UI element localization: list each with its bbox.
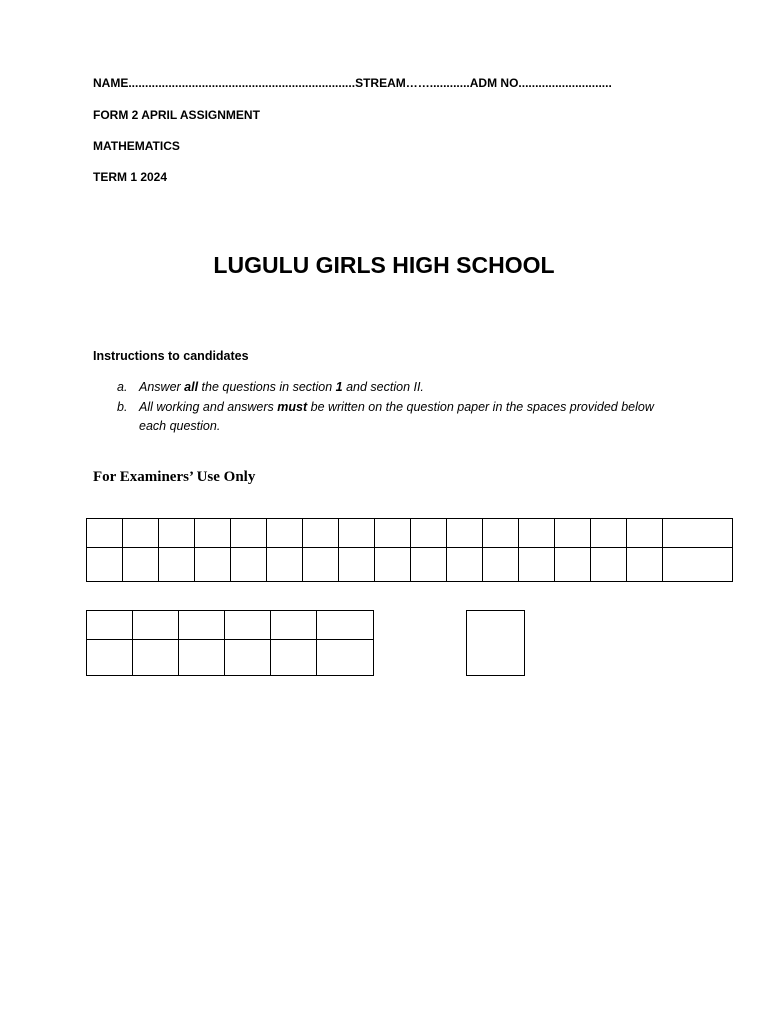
question-number-cell[interactable] bbox=[627, 519, 663, 548]
question-number-cell[interactable] bbox=[271, 611, 317, 640]
name-label: NAME bbox=[93, 76, 129, 90]
question-number-row bbox=[87, 519, 733, 548]
grand-total-box[interactable] bbox=[466, 610, 525, 676]
marks-cell[interactable] bbox=[267, 548, 303, 582]
question-number-cell[interactable] bbox=[303, 519, 339, 548]
marks-cell[interactable] bbox=[87, 548, 123, 582]
term-line: TERM 1 2024 bbox=[93, 170, 168, 184]
marks-cell[interactable] bbox=[133, 640, 179, 676]
instruction-marker: a. bbox=[117, 380, 128, 394]
score-table-section-2 bbox=[86, 610, 374, 676]
instruction-text: Answer bbox=[139, 380, 185, 394]
question-number-cell[interactable] bbox=[555, 519, 591, 548]
instruction-text: each question. bbox=[139, 418, 221, 433]
question-number-cell[interactable] bbox=[591, 519, 627, 548]
stream-field[interactable]: ……............ bbox=[405, 76, 470, 90]
question-number-cell[interactable] bbox=[339, 519, 375, 548]
name-line bbox=[93, 76, 612, 90]
marks-cell[interactable] bbox=[519, 548, 555, 582]
marks-cell[interactable] bbox=[591, 548, 627, 582]
instruction-text: be written on the question paper in the spaces provided below bbox=[307, 400, 654, 414]
question-number-cell[interactable] bbox=[375, 519, 411, 548]
score-table-section-1 bbox=[86, 518, 733, 582]
question-number-row bbox=[87, 611, 374, 640]
marks-cell[interactable] bbox=[179, 640, 225, 676]
question-number-cell[interactable] bbox=[231, 519, 267, 548]
question-number-cell[interactable] bbox=[87, 611, 133, 640]
marks-cell[interactable] bbox=[339, 548, 375, 582]
instruction-text: and section II. bbox=[342, 380, 424, 394]
examiners-use-heading: For Examiners’ Use Only bbox=[93, 469, 256, 485]
question-number-cell[interactable] bbox=[87, 519, 123, 548]
marks-cell[interactable] bbox=[271, 640, 317, 676]
question-number-cell[interactable] bbox=[411, 519, 447, 548]
question-number-cell[interactable] bbox=[225, 611, 271, 640]
marks-cell[interactable] bbox=[375, 548, 411, 582]
instructions-heading: Instructions to candidates bbox=[93, 349, 249, 363]
name-field[interactable]: .................................................................... bbox=[128, 76, 356, 90]
question-number-cell[interactable] bbox=[123, 519, 159, 548]
stream-label: STREAM bbox=[355, 76, 406, 90]
instruction-marker: b. bbox=[117, 400, 128, 414]
marks-cell[interactable] bbox=[87, 640, 133, 676]
marks-row bbox=[87, 548, 733, 582]
marks-cell[interactable] bbox=[411, 548, 447, 582]
instruction-text: All working and answers bbox=[139, 400, 278, 414]
instruction-emphasis: all bbox=[184, 380, 199, 394]
question-number-cell[interactable] bbox=[519, 519, 555, 548]
question-number-cell[interactable] bbox=[267, 519, 303, 548]
total-label-cell[interactable] bbox=[317, 611, 374, 640]
instruction-emphasis: 1 bbox=[335, 380, 343, 394]
school-title: LUGULU GIRLS HIGH SCHOOL bbox=[213, 252, 555, 278]
marks-row bbox=[87, 640, 374, 676]
marks-cell[interactable] bbox=[159, 548, 195, 582]
question-number-cell[interactable] bbox=[195, 519, 231, 548]
total-marks-cell[interactable] bbox=[317, 640, 374, 676]
marks-cell[interactable] bbox=[627, 548, 663, 582]
instruction-item-a bbox=[117, 380, 424, 394]
question-number-cell[interactable] bbox=[179, 611, 225, 640]
form-assignment-line: FORM 2 APRIL ASSIGNMENT bbox=[93, 108, 260, 122]
question-number-cell[interactable] bbox=[483, 519, 519, 548]
marks-cell[interactable] bbox=[225, 640, 271, 676]
marks-cell[interactable] bbox=[231, 548, 267, 582]
subject-line: MATHEMATICS bbox=[93, 139, 180, 153]
instruction-item-b bbox=[117, 398, 654, 435]
question-number-cell[interactable] bbox=[133, 611, 179, 640]
instruction-text: the questions in section bbox=[198, 380, 336, 394]
question-number-cell[interactable] bbox=[447, 519, 483, 548]
total-label-cell[interactable] bbox=[663, 519, 733, 548]
total-marks-cell[interactable] bbox=[663, 548, 733, 582]
instruction-emphasis: must bbox=[277, 400, 308, 414]
marks-cell[interactable] bbox=[195, 548, 231, 582]
marks-cell[interactable] bbox=[123, 548, 159, 582]
question-number-cell[interactable] bbox=[159, 519, 195, 548]
adm-no-label: ADM NO bbox=[469, 76, 519, 90]
marks-cell[interactable] bbox=[555, 548, 591, 582]
marks-cell[interactable] bbox=[303, 548, 339, 582]
marks-cell[interactable] bbox=[447, 548, 483, 582]
marks-cell[interactable] bbox=[483, 548, 519, 582]
adm-no-field[interactable]: ............................ bbox=[518, 76, 612, 90]
